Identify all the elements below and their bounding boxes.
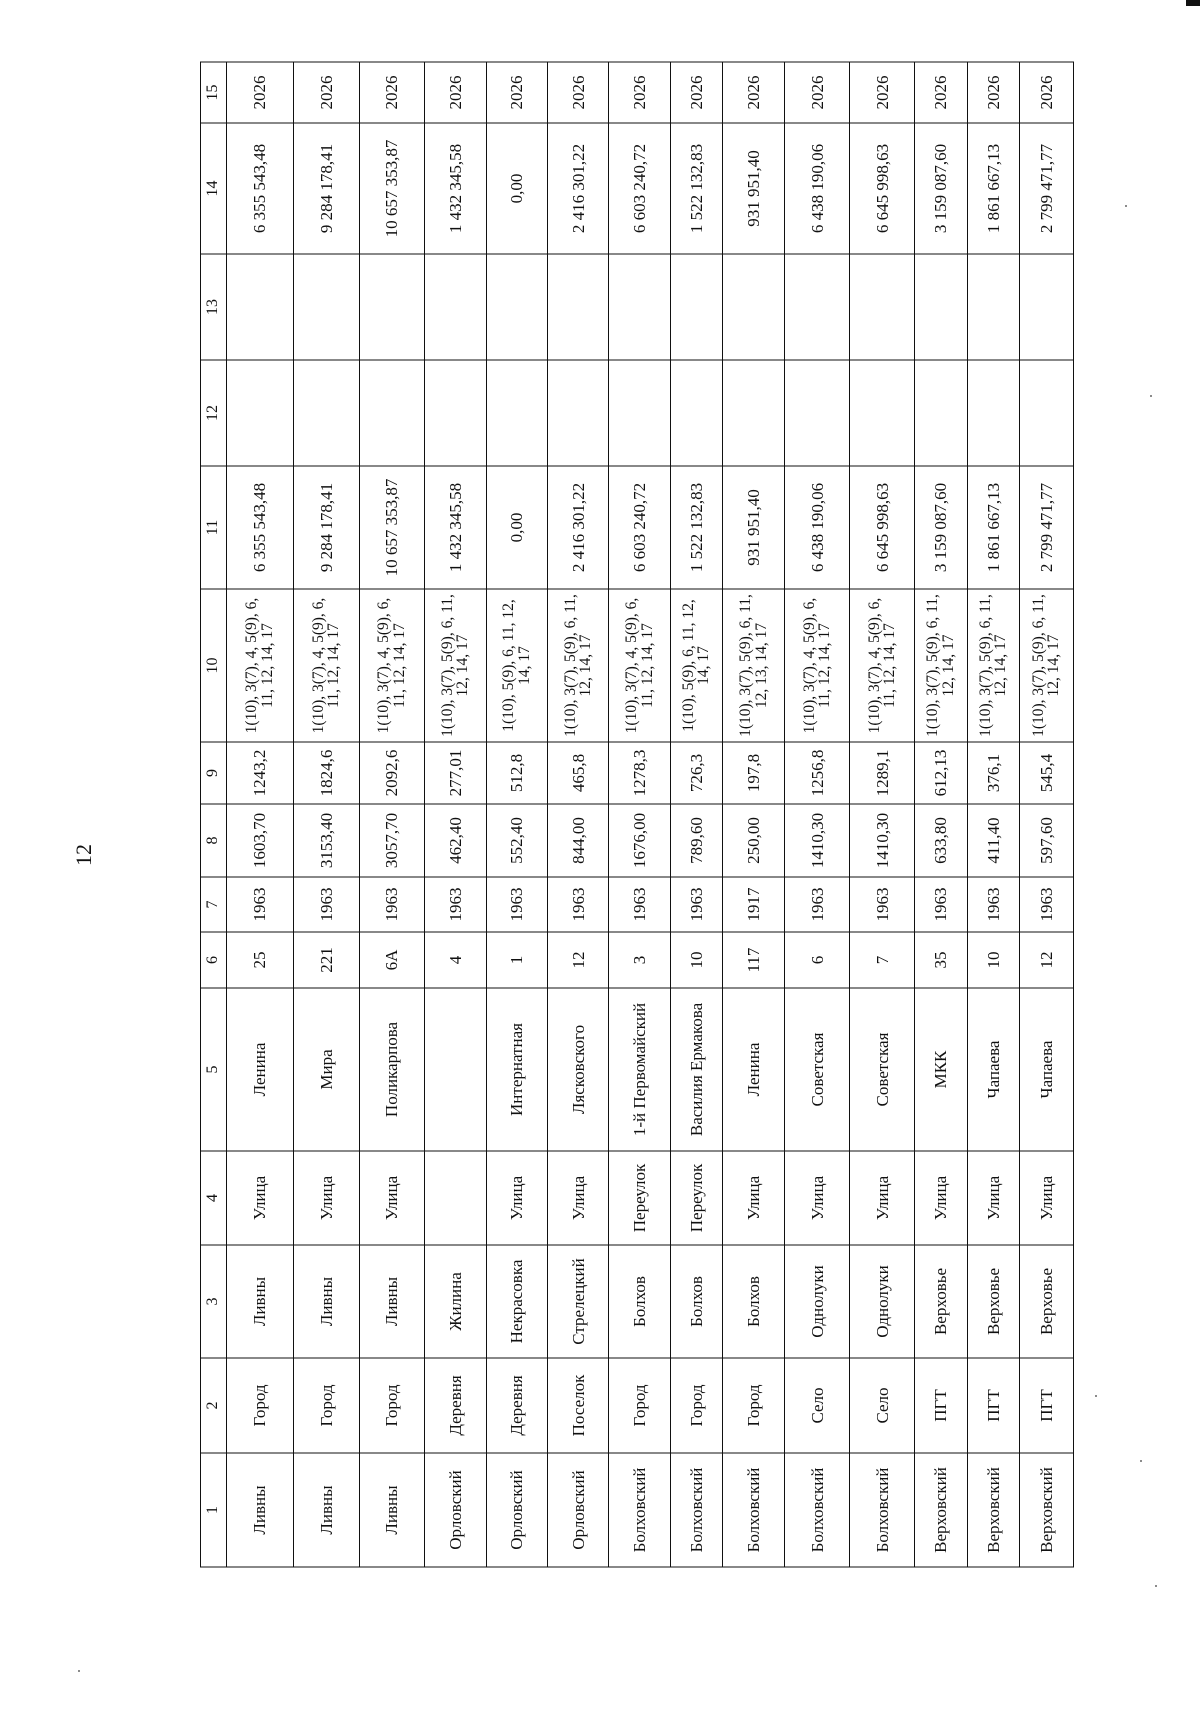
cell-cost-total: 931 951,40 [722, 466, 784, 589]
cell-work-types: 1(10), 3(7), 5(9), 6, 11, 12, 13, 14, 17 [722, 589, 784, 742]
cell-living-area: 726,3 [670, 742, 722, 804]
cell-settlement-type: Город [670, 1358, 722, 1453]
table-row [425, 62, 486, 1567]
table-row [226, 62, 294, 1567]
scan-speck [1125, 205, 1127, 207]
cell-living-area: 277,01 [425, 742, 486, 804]
cell-cost-total: 1 522 132,83 [670, 466, 722, 589]
cell-year-built: 1963 [609, 877, 670, 932]
table-row [486, 62, 547, 1567]
cell-district: Орловский [425, 1453, 486, 1567]
cell-street-type: Переулок [670, 1151, 722, 1245]
cell-total-area: 3153,40 [294, 804, 360, 877]
cell-street-type: Улица [1019, 1151, 1073, 1245]
cell-district: Ливны [294, 1453, 360, 1567]
column-number-12: 12 [201, 360, 227, 466]
cell-cost-col-14: 1 861 667,13 [967, 123, 1019, 254]
cell-cost-col-12 [226, 360, 294, 466]
scan-speck [1150, 395, 1152, 397]
cell-house-number: 221 [294, 932, 360, 988]
cell-year-planned: 2026 [849, 62, 915, 123]
cell-cost-col-14: 931 951,40 [722, 123, 784, 254]
cell-year-planned: 2026 [425, 62, 486, 123]
cell-living-area: 1289,1 [849, 742, 915, 804]
cell-cost-col-12 [609, 360, 670, 466]
cell-settlement: Болхов [670, 1245, 722, 1358]
column-number-13: 13 [201, 254, 227, 360]
cell-street: Ленина [226, 988, 294, 1151]
cell-district: Болховский [849, 1453, 915, 1567]
cell-street-type: Улица [915, 1151, 967, 1245]
cell-district: Орловский [486, 1453, 547, 1567]
cell-work-types: 1(10), 3(7), 5(9), 6, 11, 12, 14, 17 [967, 589, 1019, 742]
column-number-2: 2 [201, 1358, 227, 1453]
cell-year-built: 1963 [547, 877, 608, 932]
cell-house-number: 1 [486, 932, 547, 988]
table-row [359, 62, 425, 1567]
cell-house-number: 35 [915, 932, 967, 988]
cell-living-area: 1824,6 [294, 742, 360, 804]
cell-cost-col-13 [226, 254, 294, 360]
cell-street: Ленина [722, 988, 784, 1151]
cell-year-planned: 2026 [1019, 62, 1073, 123]
cell-settlement: Ливны [359, 1245, 425, 1358]
cell-house-number: 3 [609, 932, 670, 988]
cell-cost-total: 3 159 087,60 [915, 466, 967, 589]
cell-work-types: 1(10), 3(7), 5(9), 6, 11, 12, 14, 17 [547, 589, 608, 742]
cell-work-types: 1(10), 3(7), 4, 5(9), 6, 11, 12, 14, 17 [226, 589, 294, 742]
cell-cost-col-12 [294, 360, 360, 466]
cell-cost-col-13 [359, 254, 425, 360]
cell-cost-col-13 [670, 254, 722, 360]
cell-settlement: Верховье [1019, 1245, 1073, 1358]
cell-cost-col-14: 0,00 [486, 123, 547, 254]
cell-year-built: 1963 [849, 877, 915, 932]
table-row [967, 62, 1019, 1567]
cell-cost-col-14: 6 438 190,06 [785, 123, 849, 254]
table-row [609, 62, 670, 1567]
cell-cost-col-13 [785, 254, 849, 360]
cell-cost-col-14: 9 284 178,41 [294, 123, 360, 254]
cell-cost-total: 1 432 345,58 [425, 466, 486, 589]
cell-cost-col-12 [722, 360, 784, 466]
column-number-11: 11 [201, 466, 227, 589]
column-number-10: 10 [201, 589, 227, 742]
cell-district: Верховский [1019, 1453, 1073, 1567]
column-number-14: 14 [201, 123, 227, 254]
cell-year-built: 1963 [1019, 877, 1073, 932]
cell-year-built: 1963 [486, 877, 547, 932]
cell-settlement-type: Город [359, 1358, 425, 1453]
scan-speck [78, 1670, 80, 1672]
cell-street-type: Улица [547, 1151, 608, 1245]
cell-street-type: Улица [849, 1151, 915, 1245]
cell-house-number: 6 [785, 932, 849, 988]
cell-cost-col-12 [425, 360, 486, 466]
cell-work-types: 1(10), 3(7), 4, 5(9), 6, 11, 12, 14, 17 [849, 589, 915, 742]
cell-living-area: 376,1 [967, 742, 1019, 804]
cell-work-types: 1(10), 3(7), 4, 5(9), 6, 11, 12, 14, 17 [359, 589, 425, 742]
cell-total-area: 1603,70 [226, 804, 294, 877]
column-number-7: 7 [201, 877, 227, 932]
cell-work-types: 1(10), 3(7), 4, 5(9), 6, 11, 12, 14, 17 [785, 589, 849, 742]
cell-cost-col-12 [547, 360, 608, 466]
cell-cost-col-13 [486, 254, 547, 360]
cell-work-types: 1(10), 3(7), 4, 5(9), 6, 11, 12, 14, 17 [609, 589, 670, 742]
cell-cost-col-14: 1 522 132,83 [670, 123, 722, 254]
table-row [849, 62, 915, 1567]
cell-total-area: 633,80 [915, 804, 967, 877]
cell-work-types: 1(10), 3(7), 5(9), 6, 11, 12, 14, 17 [915, 589, 967, 742]
column-number-6: 6 [201, 932, 227, 988]
cell-year-built: 1963 [425, 877, 486, 932]
cell-cost-col-13 [547, 254, 608, 360]
cell-settlement: Верховье [915, 1245, 967, 1358]
cell-living-area: 465,8 [547, 742, 608, 804]
cell-total-area: 1410,30 [785, 804, 849, 877]
cell-year-built: 1963 [915, 877, 967, 932]
cell-total-area: 3057,70 [359, 804, 425, 877]
cell-cost-col-14: 2 416 301,22 [547, 123, 608, 254]
column-number-15: 15 [201, 62, 227, 123]
cell-street: Интернатная [486, 988, 547, 1151]
cell-district: Болховский [670, 1453, 722, 1567]
cell-living-area: 612,13 [915, 742, 967, 804]
cell-settlement: Ливны [226, 1245, 294, 1358]
cell-living-area: 2092,6 [359, 742, 425, 804]
cell-settlement-type: Город [722, 1358, 784, 1453]
cell-cost-col-12 [915, 360, 967, 466]
cell-living-area: 1243,2 [226, 742, 294, 804]
registry-table-container [200, 75, 1074, 1568]
cell-cost-col-13 [294, 254, 360, 360]
cell-total-area: 1676,00 [609, 804, 670, 877]
cell-settlement-type: Поселок [547, 1358, 608, 1453]
cell-cost-col-14: 10 657 353,87 [359, 123, 425, 254]
cell-street-type: Улица [785, 1151, 849, 1245]
table-row [785, 62, 849, 1567]
cell-street-type: Улица [486, 1151, 547, 1245]
column-number-5: 5 [201, 988, 227, 1151]
cell-year-planned: 2026 [785, 62, 849, 123]
cell-house-number: 7 [849, 932, 915, 988]
cell-settlement: Болхов [609, 1245, 670, 1358]
cell-living-area: 512,8 [486, 742, 547, 804]
column-number-9: 9 [201, 742, 227, 804]
cell-house-number: 10 [670, 932, 722, 988]
cell-year-built: 1963 [785, 877, 849, 932]
cell-district: Верховский [915, 1453, 967, 1567]
cell-settlement: Жилина [425, 1245, 486, 1358]
cell-cost-col-13 [849, 254, 915, 360]
cell-total-area: 789,60 [670, 804, 722, 877]
cell-house-number: 12 [1019, 932, 1073, 988]
cell-house-number: 4 [425, 932, 486, 988]
cell-settlement-type: ПГТ [967, 1358, 1019, 1453]
cell-cost-col-14: 2 799 471,77 [1019, 123, 1073, 254]
cell-street: Чапаева [967, 988, 1019, 1151]
cell-district: Болховский [609, 1453, 670, 1567]
cell-total-area: 411,40 [967, 804, 1019, 877]
column-number-row [201, 62, 227, 1567]
cell-year-planned: 2026 [486, 62, 547, 123]
cell-house-number: 6А [359, 932, 425, 988]
table-row [547, 62, 608, 1567]
column-number-4: 4 [201, 1151, 227, 1245]
cell-street: Чапаева [1019, 988, 1073, 1151]
cell-year-built: 1963 [967, 877, 1019, 932]
table-row [915, 62, 967, 1567]
cell-year-planned: 2026 [609, 62, 670, 123]
cell-total-area: 250,00 [722, 804, 784, 877]
cell-street: МКК [915, 988, 967, 1151]
cell-settlement: Болхов [722, 1245, 784, 1358]
cell-cost-col-12 [849, 360, 915, 466]
cell-cost-col-13 [1019, 254, 1073, 360]
table-row [294, 62, 360, 1567]
cell-settlement: Однолуки [849, 1245, 915, 1358]
cell-settlement: Стрелецкий [547, 1245, 608, 1358]
cell-cost-col-13 [425, 254, 486, 360]
cell-settlement: Верховье [967, 1245, 1019, 1358]
cell-year-built: 1963 [294, 877, 360, 932]
cell-cost-total: 2 416 301,22 [547, 466, 608, 589]
cell-living-area: 1278,3 [609, 742, 670, 804]
cell-cost-total: 6 355 543,48 [226, 466, 294, 589]
cell-cost-col-13 [915, 254, 967, 360]
scan-speck [1140, 1460, 1142, 1462]
cell-street-type: Улица [967, 1151, 1019, 1245]
cell-cost-col-14: 6 603 240,72 [609, 123, 670, 254]
cell-cost-col-12 [1019, 360, 1073, 466]
cell-street: Лясковского [547, 988, 608, 1151]
cell-cost-total: 9 284 178,41 [294, 466, 360, 589]
cell-settlement-type: Деревня [425, 1358, 486, 1453]
cell-year-planned: 2026 [670, 62, 722, 123]
table-row [1019, 62, 1073, 1567]
cell-year-planned: 2026 [722, 62, 784, 123]
cell-cost-total: 10 657 353,87 [359, 466, 425, 589]
cell-street: Советская [849, 988, 915, 1151]
table-row [670, 62, 722, 1567]
cell-total-area: 462,40 [425, 804, 486, 877]
cell-year-built: 1963 [670, 877, 722, 932]
cell-street: Василия Ермакова [670, 988, 722, 1151]
column-number-1: 1 [201, 1453, 227, 1567]
scan-speck [1155, 1585, 1157, 1587]
cell-cost-col-12 [486, 360, 547, 466]
cell-street: Поликарпова [359, 988, 425, 1151]
cell-work-types: 1(10), 5(9), 6, 11, 12, 14, 17 [670, 589, 722, 742]
cell-living-area: 545,4 [1019, 742, 1073, 804]
cell-cost-total: 1 861 667,13 [967, 466, 1019, 589]
page-number: 12 [71, 844, 96, 866]
cell-cost-col-14: 3 159 087,60 [915, 123, 967, 254]
cell-street-type: Улица [722, 1151, 784, 1245]
cell-cost-col-14: 1 432 345,58 [425, 123, 486, 254]
cell-total-area: 597,60 [1019, 804, 1073, 877]
cell-cost-col-13 [967, 254, 1019, 360]
cell-street-type: Переулок [609, 1151, 670, 1245]
cell-district: Болховский [722, 1453, 784, 1567]
cell-cost-total: 6 438 190,06 [785, 466, 849, 589]
cell-street-type: Улица [359, 1151, 425, 1245]
cell-year-planned: 2026 [294, 62, 360, 123]
cell-street [425, 988, 486, 1151]
cell-settlement-type: Село [785, 1358, 849, 1453]
cell-settlement: Ливны [294, 1245, 360, 1358]
cell-street: Мира [294, 988, 360, 1151]
cell-street-type [425, 1151, 486, 1245]
cell-work-types: 1(10), 3(7), 4, 5(9), 6, 11, 12, 14, 17 [294, 589, 360, 742]
cell-district: Болховский [785, 1453, 849, 1567]
scan-speck [1095, 1395, 1097, 1397]
cell-year-built: 1963 [226, 877, 294, 932]
cell-cost-col-12 [359, 360, 425, 466]
cell-district: Ливны [226, 1453, 294, 1567]
cell-total-area: 552,40 [486, 804, 547, 877]
cell-year-planned: 2026 [547, 62, 608, 123]
cell-district: Верховский [967, 1453, 1019, 1567]
cell-settlement-type: Город [609, 1358, 670, 1453]
cell-cost-col-12 [785, 360, 849, 466]
cell-cost-col-12 [967, 360, 1019, 466]
cell-street-type: Улица [226, 1151, 294, 1245]
cell-cost-col-13 [722, 254, 784, 360]
cell-settlement-type: Деревня [486, 1358, 547, 1453]
table-row [722, 62, 784, 1567]
cell-house-number: 25 [226, 932, 294, 988]
cell-year-built: 1963 [359, 877, 425, 932]
registry-table [200, 62, 1074, 1568]
cell-cost-col-13 [609, 254, 670, 360]
cell-cost-total: 2 799 471,77 [1019, 466, 1073, 589]
cell-settlement-type: Село [849, 1358, 915, 1453]
cell-settlement: Некрасовка [486, 1245, 547, 1358]
cell-settlement-type: ПГТ [1019, 1358, 1073, 1453]
cell-total-area: 844,00 [547, 804, 608, 877]
cell-street-type: Улица [294, 1151, 360, 1245]
cell-work-types: 1(10), 3(7), 5(9), 6, 11, 12, 14, 17 [1019, 589, 1073, 742]
cell-house-number: 12 [547, 932, 608, 988]
cell-settlement-type: Город [226, 1358, 294, 1453]
cell-work-types: 1(10), 3(7), 5(9), 6, 11, 12, 14, 17 [425, 589, 486, 742]
cell-year-planned: 2026 [226, 62, 294, 123]
cell-year-planned: 2026 [967, 62, 1019, 123]
cell-living-area: 197,8 [722, 742, 784, 804]
cell-living-area: 1256,8 [785, 742, 849, 804]
column-number-3: 3 [201, 1245, 227, 1358]
cell-year-planned: 2026 [359, 62, 425, 123]
cell-cost-col-12 [670, 360, 722, 466]
cell-street: 1-й Первомайский [609, 988, 670, 1151]
cell-year-planned: 2026 [915, 62, 967, 123]
cell-year-built: 1917 [722, 877, 784, 932]
cell-work-types: 1(10), 5(9), 6, 11, 12, 14, 17 [486, 589, 547, 742]
cell-cost-total: 6 645 998,63 [849, 466, 915, 589]
cell-district: Ливны [359, 1453, 425, 1567]
cell-house-number: 10 [967, 932, 1019, 988]
cell-cost-col-14: 6 645 998,63 [849, 123, 915, 254]
cell-settlement-type: ПГТ [915, 1358, 967, 1453]
cell-settlement-type: Город [294, 1358, 360, 1453]
cell-district: Орловский [547, 1453, 608, 1567]
scan-edge-mark [1186, 0, 1200, 6]
cell-cost-total: 6 603 240,72 [609, 466, 670, 589]
cell-house-number: 117 [722, 932, 784, 988]
cell-cost-col-14: 6 355 543,48 [226, 123, 294, 254]
cell-settlement: Однолуки [785, 1245, 849, 1358]
column-number-8: 8 [201, 804, 227, 877]
cell-cost-total: 0,00 [486, 466, 547, 589]
cell-total-area: 1410,30 [849, 804, 915, 877]
cell-street: Советская [785, 988, 849, 1151]
